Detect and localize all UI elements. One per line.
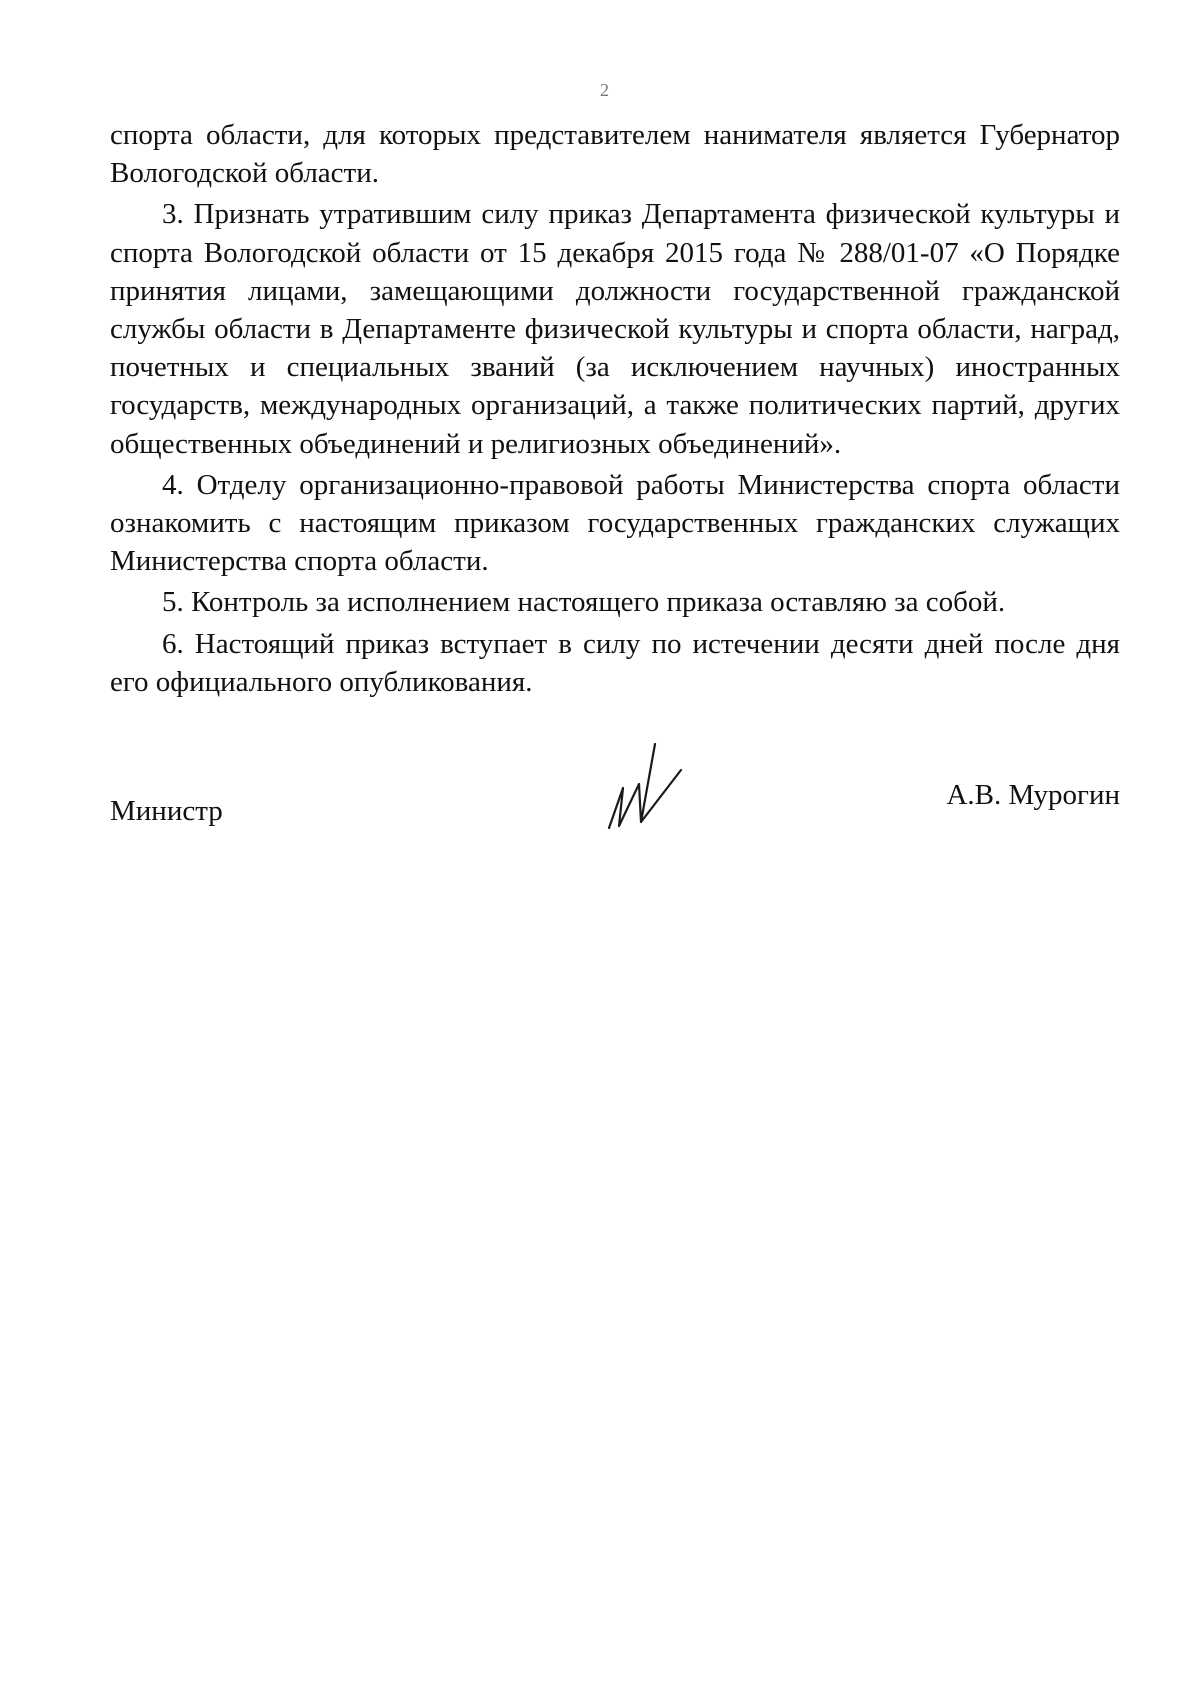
paragraph-4: 4. Отделу организационно-правовой работы Министерства спорта области ознакомить с настоящим приказом государственных гражданских служащих Министерства спорта области. (110, 468, 1120, 578)
document-body (110, 116, 1120, 701)
paragraph-6: 6. Настоящий приказ вступает в силу по истечении десяти дней после дня его официального опубликования. (110, 627, 1120, 698)
paragraph-3: 3. Признать утратившим силу приказ Департамента физической культуры и спорта Вологодской области от 15 декабря 2015 года № 288/01-07 «О Порядке принятия лицами, замещающими должности государственной гражданской службы области в Департаменте физической культуры и спорта области, наград, почетных и специальных званий (за исключением научных) иностранных государств, международных организаций, а также политических партий, других общественных объединений и религиозных объединений». (110, 198, 1120, 460)
paragraph-continuation: спорта области, для которых представителем нанимателя является Губернатор Вологодской области. (110, 119, 1120, 190)
signer-name: А.В. Мурогин (946, 779, 1120, 811)
paragraph-5: 5. Контроль за исполнением настоящего приказа оставляю за собой. (162, 586, 1006, 619)
page-number: 2 (600, 80, 609, 100)
signature-block (110, 779, 1120, 835)
signer-position: Министр (110, 795, 223, 827)
